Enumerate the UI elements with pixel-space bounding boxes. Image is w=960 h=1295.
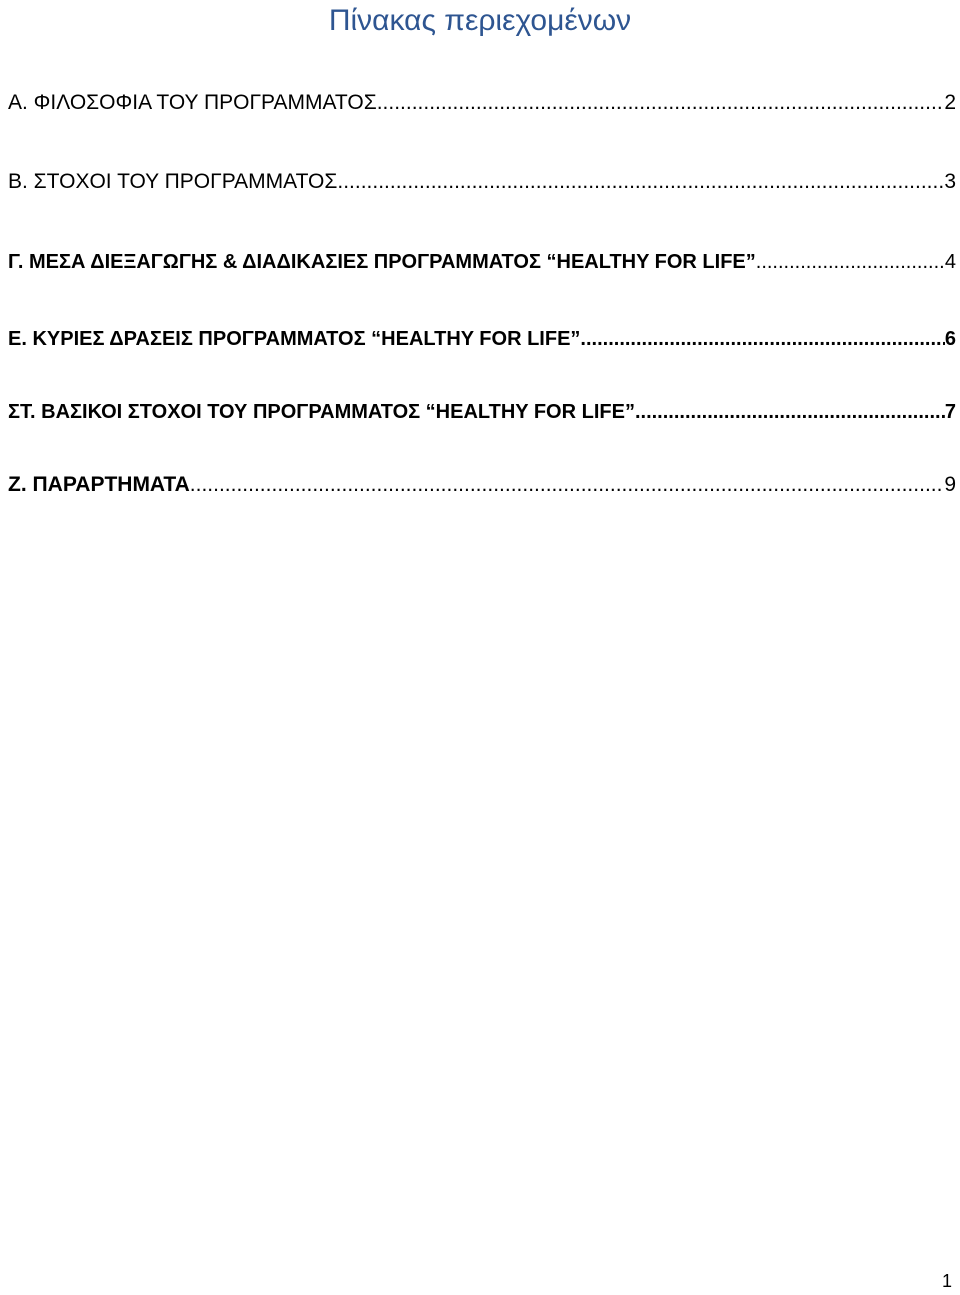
toc-entry-label: Β. ΣΤΟΧΟΙ ΤΟΥ ΠΡΟΓΡΑΜΜΑΤΟΣ: [8, 170, 338, 193]
toc-entry-page: 4: [944, 251, 956, 273]
toc-entry-e[interactable]: [8, 324, 956, 354]
toc-entry-label: Α. ΦΙΛΟΣΟΦΙΑ ΤΟΥ ΠΡΟΓΡΑΜΜΑΤΟΣ: [8, 91, 377, 114]
dot-leader: [337, 167, 944, 197]
toc-entry-page: 7: [944, 401, 956, 423]
dot-leader: [756, 247, 945, 277]
dot-leader: [377, 88, 945, 118]
toc-entry-a[interactable]: [8, 88, 956, 118]
toc-entry-st[interactable]: [8, 397, 956, 427]
dot-leader: [190, 470, 945, 500]
toc-entry-label: Ζ. ΠΑΡΑΡΤΗΜΑΤΑ: [8, 473, 190, 496]
toc-entry-b[interactable]: [8, 167, 956, 197]
dot-leader: [635, 397, 945, 427]
toc-entry-page: 6: [944, 328, 956, 350]
toc-entry-label: Γ. ΜΕΣΑ ΔΙΕΞΑΓΩΓΗΣ & ΔΙΑΔΙΚΑΣΙΕΣ ΠΡΟΓΡΑΜΜΑΤΟΣ “HEALTHY FOR LIFE”: [8, 251, 756, 273]
toc-entry-page: 2: [944, 91, 956, 114]
toc-entry-z[interactable]: [8, 470, 956, 500]
page-number: 1: [941, 1271, 952, 1291]
toc-entry-label: ΣΤ. ΒΑΣΙΚΟΙ ΣΤΟΧΟΙ ΤΟΥ ΠΡΟΓΡΑΜΜΑΤΟΣ “HEALTHY FOR LIFE”: [8, 401, 635, 423]
toc-entry-label: Ε. ΚΥΡΙΕΣ ΔΡΑΣΕΙΣ ΠΡΟΓΡΑΜΜΑΤΟΣ “HEALTHY FOR LIFE”: [8, 328, 581, 350]
toc-entry-page: 9: [944, 473, 956, 496]
dot-leader: [580, 324, 944, 354]
toc-title: Πίνακας περιεχομένων: [328, 4, 632, 37]
toc-entry-page: 3: [944, 170, 956, 193]
toc-entry-c[interactable]: [8, 247, 956, 277]
